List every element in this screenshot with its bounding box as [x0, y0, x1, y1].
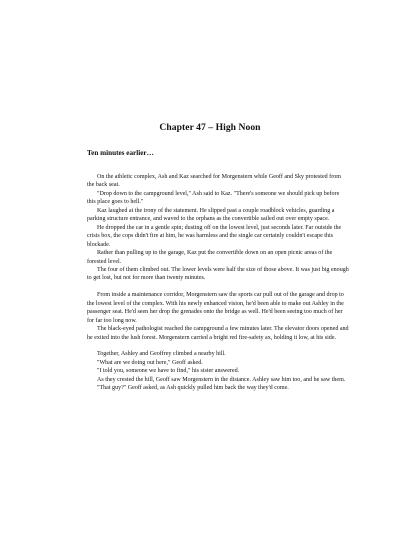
section-heading: Ten minutes earlier…: [87, 149, 154, 157]
paragraph: "Drop down to the campground level," Ash said to Kaz. "There's someone we should pick up before this place goes to hell.": [87, 190, 340, 206]
paragraph: "I told you, someone we have to find," his sister answered.: [97, 368, 240, 375]
scene-break: [87, 283, 349, 291]
paragraph: On the athletic complex, Ash and Kaz searched for Morgenstern while Geoff and Sky protested from the back seat.: [87, 174, 341, 189]
scene-break: [87, 342, 349, 350]
paragraph: As they crested the hill, Geoff saw Morgenstern in the distance. Ashley saw him too, and he saw them.: [97, 376, 346, 383]
paragraph: The four of them climbed out. The lower levels were half the size of those above. It was just big enough to get lost, but not for more than twenty minutes.: [87, 266, 349, 282]
paragraph: Together, Ashley and Geoffrey climbed a nearby hill.: [97, 351, 226, 358]
paragraph: The black-eyed pathologist reached the campground a few minutes later. The elevator doors opened and he exited into the lush forest. Morgenstern carried a bright red fire-safety ax, holding it low, at his side.: [87, 326, 349, 341]
paragraph: From inside a maintenance corridor, Morgenstern saw the sports car pull out of the garage and drop to the lowest level of the complex. With his newly enhanced vision, he'd been able to make out Ashley in the passenger seat. He'd seen her drop the grenades onto the bridge as well. He'd been seeing too much of her for far too long now.: [87, 292, 344, 324]
paragraph: He dropped the car in a gentle spin; dusting off on the lowest level, just seconds later. Far outside the crisis box, the cops didn't fire at him, he was harmless and the single car certainly couldn't escape this blockade.: [87, 224, 342, 248]
body-text: [87, 173, 349, 393]
chapter-title: Chapter 47 – High Noon: [159, 122, 261, 133]
paragraph: Rather than pulling up to the garage, Kaz put the convertible down on an open picnic areas of the forested level.: [87, 250, 333, 265]
paragraph: Kaz laughed at the irony of the statement. He slipped past a couple roadblock vehicles, guarding a parking structure entrance, and waved to the orphans as the convertible sailed out over empty space.: [87, 207, 335, 223]
paragraph: "That guy?" Geoff asked, as Ash quickly pulled him back the way they'd come.: [97, 385, 289, 392]
paragraph: "What are we doing out here," Geoff asked.: [97, 359, 203, 366]
